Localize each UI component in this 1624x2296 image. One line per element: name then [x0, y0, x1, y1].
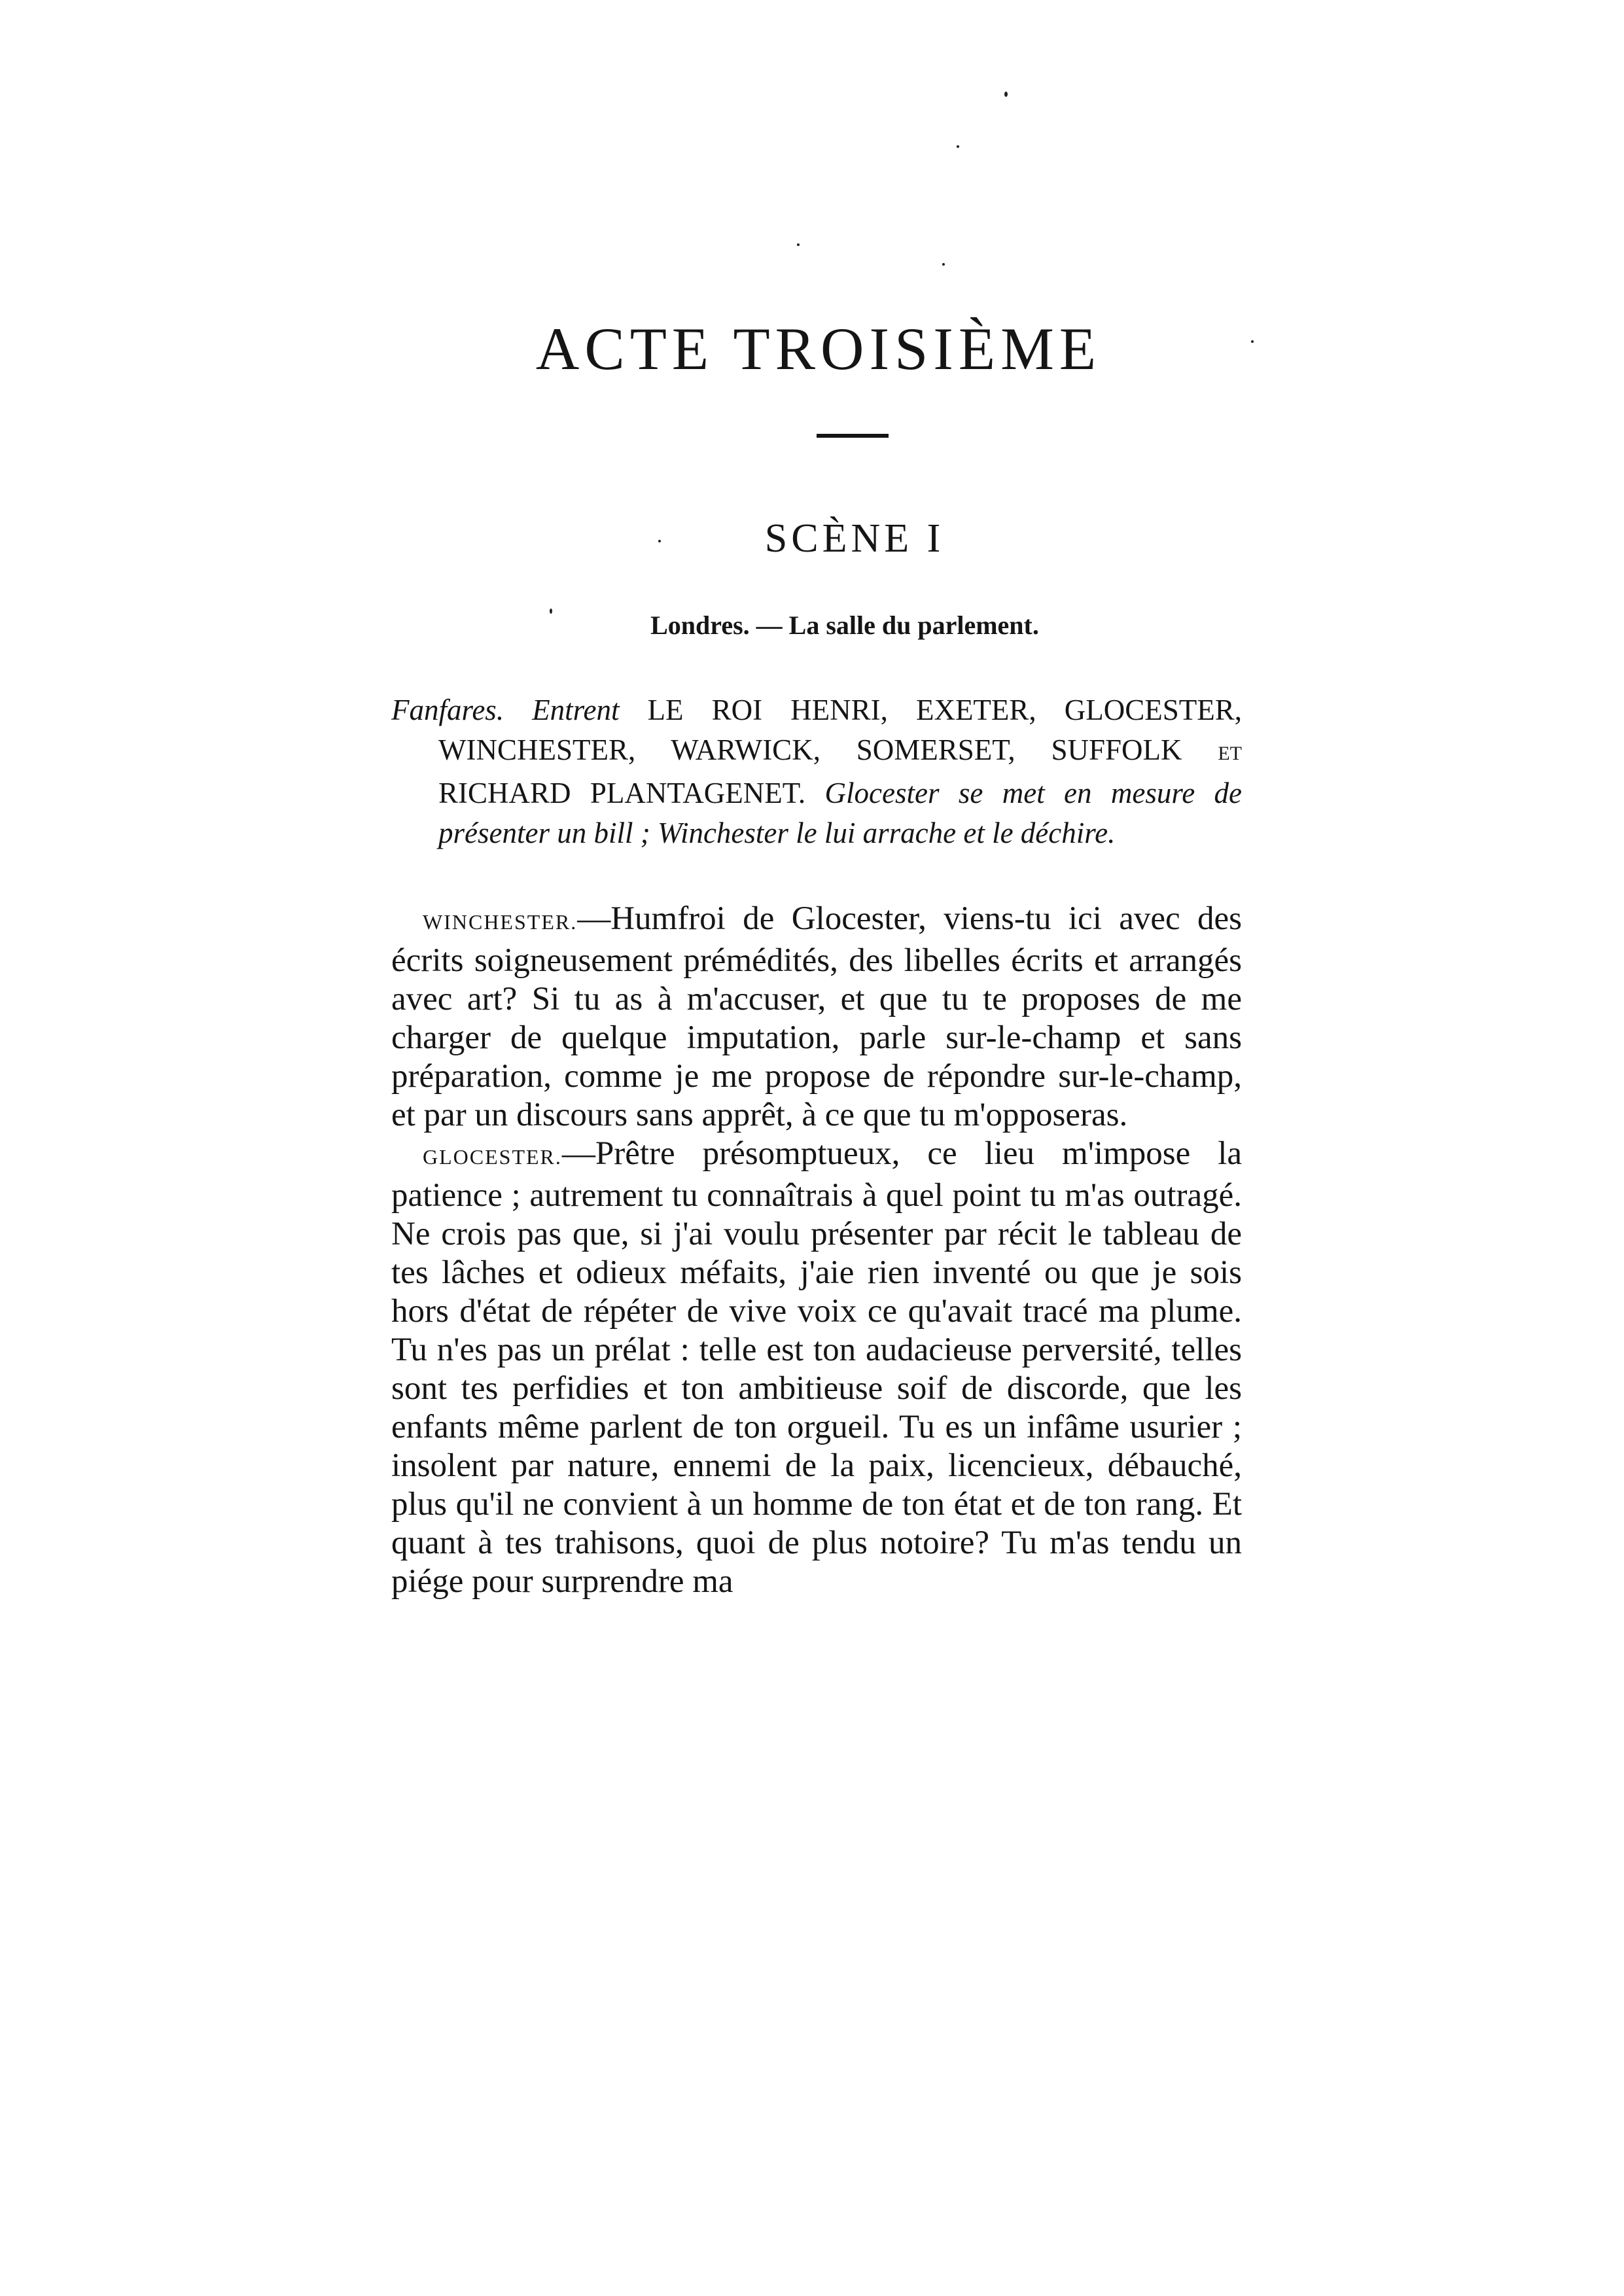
stage-direction-characters: LE ROI HENRI, EXETER, GLOCESTER, WINCHESTER, WARWICK, SOMERSET, SUFFOLK: [438, 694, 1242, 766]
scan-speck: [797, 243, 800, 246]
title-rule: [817, 434, 889, 438]
act-title: ACTE TROISIÈME: [535, 315, 1102, 382]
speech-text: —Humfroi de Glocester, viens-tu ici avec des écrits soigneusement prémédités, des libelles écrits et arrangés avec art? Si tu as à m'accuser, et que tu te proposes de me charger de quelque imputation, parle sur-le-champ et sans préparation, comme je me propose de répondre sur-le-champ, et par un discours sans apprêt, à ce que tu m'opposeras.: [391, 900, 1242, 1133]
scan-speck: [1004, 92, 1008, 97]
stage-direction-characters-2: RICHARD PLANTAGENET.: [438, 777, 806, 809]
speech: [391, 1135, 1242, 1601]
speech: [391, 900, 1242, 1135]
scan-speck: [957, 145, 959, 148]
scene-setting: Londres. — La salle du parlement.: [650, 610, 1039, 640]
stage-direction-action: Glocester se met en mesure de présenter un bill ; Winchester le lui arrache et le déchire.: [438, 777, 1242, 849]
speaker-name: GLOCESTER.: [423, 1145, 562, 1169]
stage-direction: [391, 690, 1242, 853]
scene-title: SCÈNE I: [764, 516, 945, 561]
speech-text: —Prêtre présomptueux, ce lieu m'impose la patience ; autrement tu connaîtrais à quel point tu m'as outragé. Ne crois pas que, si j'ai voulu présenter par récit le tableau de tes lâches et odieux méfaits, j'aie rien inventé ou que je sois hors d'état de répéter de vive voix ce qu'avait tracé ma plume. Tu n'es pas un prélat : telle est ton audacieuse perversité, telles sont tes perfidies et ton ambitieuse soif de discorde, que les enfants même parlent de ton orgueil. Tu es un infâme usurier ; insolent par nature, ennemi de la paix, licencieux, débauché, plus qu'il ne convient à un homme de ton état et de ton rang. Et quant à tes trahisons, quoi de plus notoire? Tu m'as tendu un piége pour surprendre ma: [391, 1135, 1242, 1600]
speaker-name: WINCHESTER.: [423, 910, 578, 934]
scan-speck: [942, 263, 945, 266]
stage-direction-lead: Fanfares. Entrent: [391, 694, 620, 726]
stage-direction-conjunction: ET: [1218, 743, 1242, 764]
dialogue: [391, 900, 1242, 1601]
